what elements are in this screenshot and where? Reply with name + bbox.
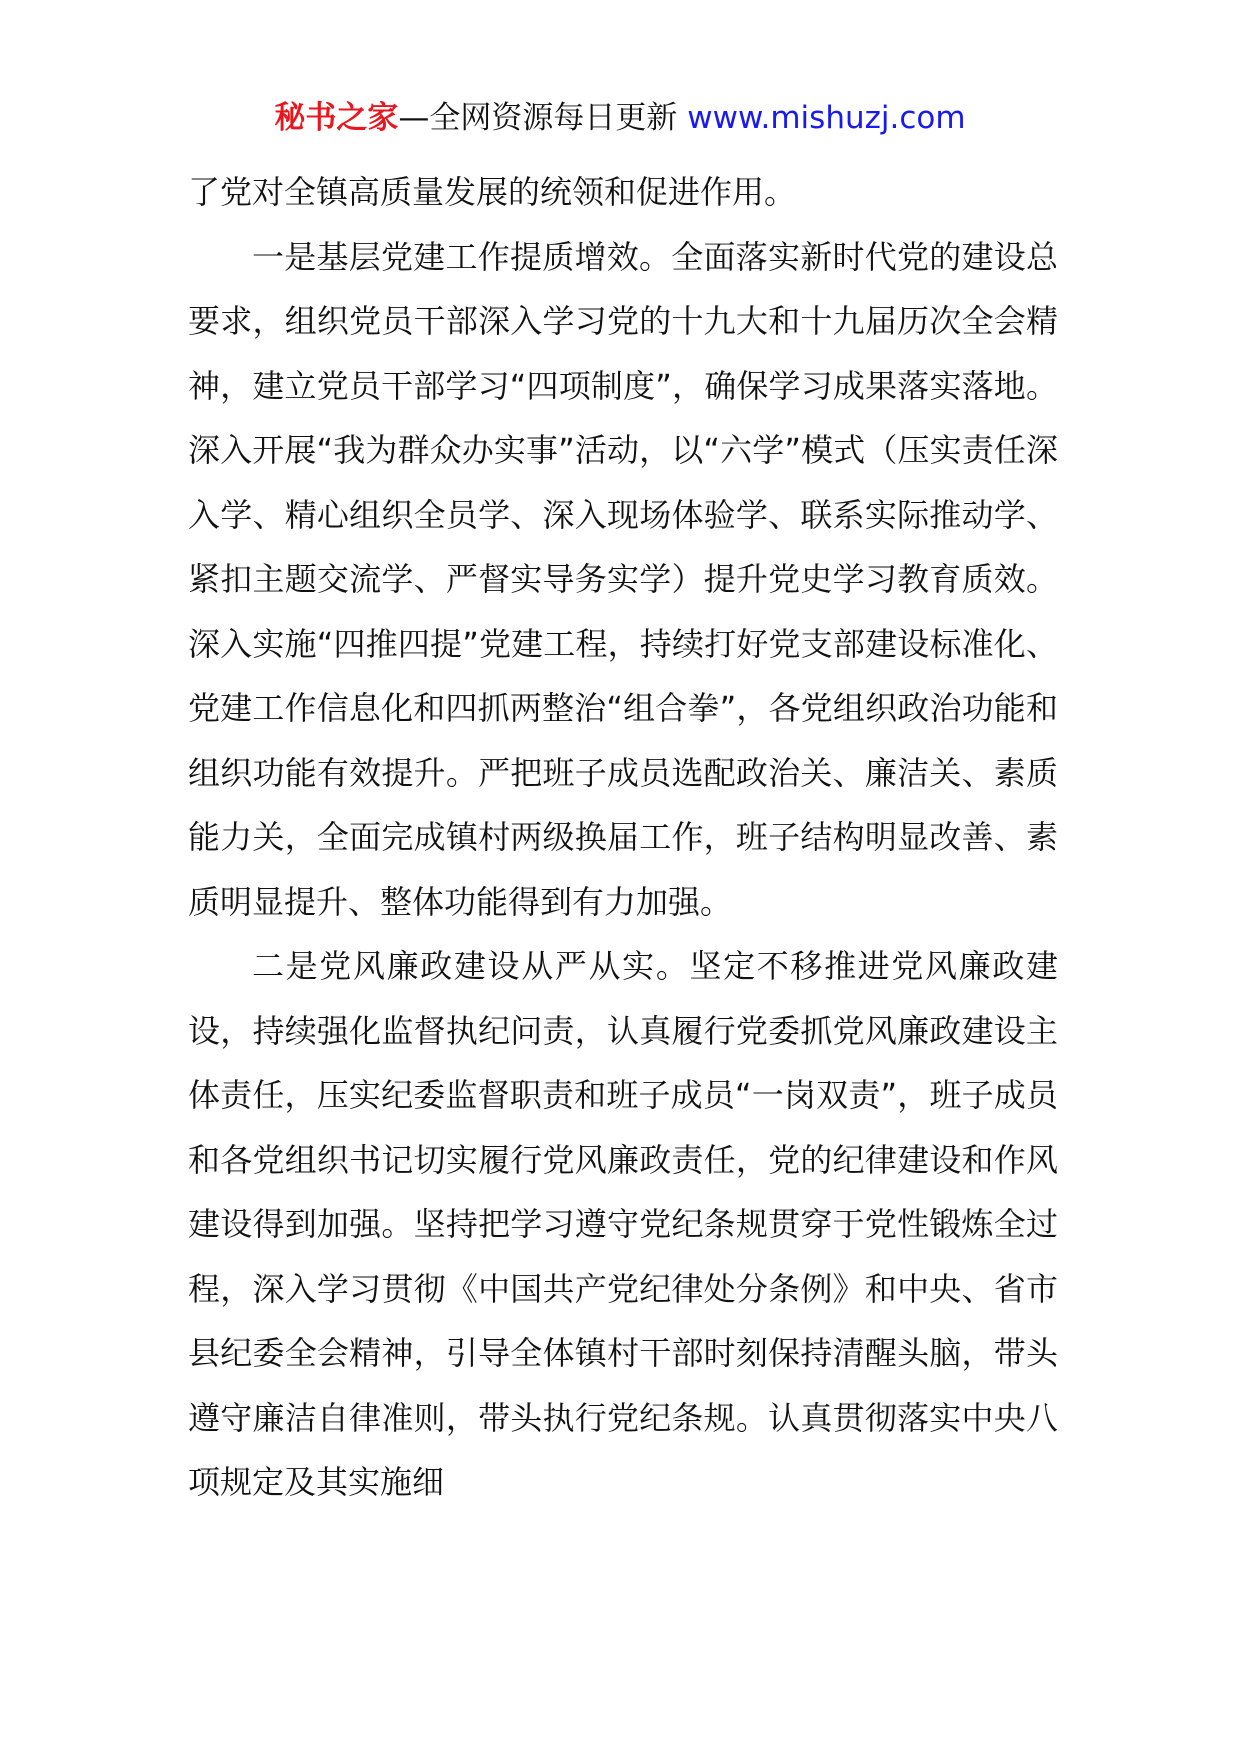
- paragraph-continuation: 了党对全镇高质量发展的统领和促进作用。: [188, 173, 797, 211]
- paragraph-clean-governance: 二是党风廉政建设从严从实。坚定不移推进党风廉政建设，持续强化监督执纪问责，认真履行党委抓党风廉政建设主体责任，压实纪委监督职责和班子成员“一岗双责”，班子成员和各党组织书记切实履行党风廉政责任，党的纪律建设和作风建设得到加强。坚持把学习遵守党纪条规贯穿于党性锻炼全过程，深入学习贯彻《中国共产党纪律处分条例》和中央、省市县纪委全会精神，引导全体镇村干部时刻保持清醒头脑，带头遵守廉洁自律准则，带头执行党纪条规。认真贯彻落实中央八项规定及其实施细: [188, 947, 1058, 1501]
- site-brand: 秘书之家: [274, 100, 399, 136]
- document-body: [188, 160, 1058, 1515]
- site-url-link[interactable]: www.mishuzj.com: [687, 100, 966, 136]
- site-header: [0, 98, 1240, 138]
- site-slogan: —全网资源每日更新: [398, 100, 688, 136]
- paragraph-party-building: 一是基层党建工作提质增效。全面落实新时代党的建设总要求，组织党员干部深入学习党的十九大和十九届历次全会精神，建立党员干部学习“四项制度”，确保学习成果落实落地。深入开展“我为群众办实事”活动，以“六学”模式（压实责任深入学、精心组织全员学、深入现场体验学、联系实际推动学、紧扣主题交流学、严督实导务实学）提升党史学习教育质效。深入实施“四推四提”党建工程，持续打好党支部建设标准化、党建工作信息化和四抓两整治“组合拳”，各党组织政治功能和组织功能有效提升。严把班子成员选配政治关、廉洁关、素质能力关，全面完成镇村两级换届工作，班子结构明显改善、素质明显提升、整体功能得到有力加强。: [188, 237, 1058, 921]
